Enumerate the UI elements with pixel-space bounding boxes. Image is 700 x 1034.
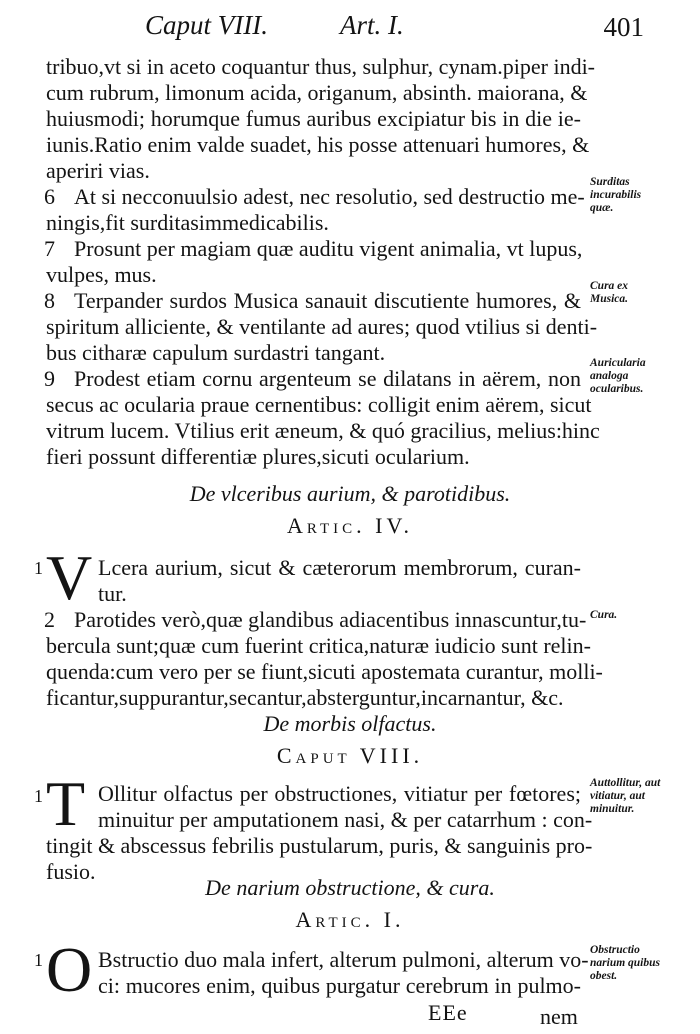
- drop-initial: V: [46, 542, 93, 613]
- text-line: Prodest etiam cornu argenteum se dilatans in aërem, non: [74, 366, 581, 391]
- paragraph-6-line: [44, 184, 585, 210]
- text-line: spiritum alliciente, & ventilante ad aures; quod vtilius si denti-: [46, 314, 598, 339]
- paragraph-number: 8: [44, 288, 55, 313]
- paragraph-2-line: [44, 607, 587, 633]
- signature-mark: EEe: [428, 1000, 468, 1025]
- page-number: 401: [603, 12, 644, 42]
- paragraph-8-line: [46, 288, 581, 314]
- paragraph-number: 7: [44, 236, 55, 261]
- text-line: vitrum lucem. Vtilius erit æneum, & quó gracilius, melius:hinc: [46, 418, 600, 443]
- margin-note: Surditas incurabilis quæ.: [590, 176, 642, 214]
- text-line: Ollitur olfactus per obstructiones, vitiatur per fœtores;: [98, 781, 581, 806]
- section-title: De vlceribus aurium, & parotidibus.: [189, 481, 511, 506]
- text-line: vulpes, mus.: [46, 262, 157, 287]
- text-line: cum rubrum, limonum acida, origanum, absinth. maiorana, &: [46, 80, 588, 105]
- margin-note: Auttollitur, aut vitiatur, aut minuitur.: [590, 777, 661, 815]
- text-line: bercula sunt;quæ cum fuerint critica,naturæ iudicio sunt relin-: [46, 633, 591, 658]
- paragraph-number: 1: [34, 786, 43, 806]
- article-heading: Artic. I.: [295, 907, 405, 932]
- running-article: Art. I.: [340, 10, 404, 40]
- article-heading: Artic. IV.: [286, 513, 414, 538]
- text-line: Bstructio duo mala infert, alterum pulmoni, alterum vo-: [98, 947, 589, 972]
- text-line: Prosunt per magiam quæ auditu vigent animalia, vt lupus,: [74, 236, 583, 261]
- text-line: fieri possunt differentiæ plures,sicuti ocularium.: [46, 444, 470, 469]
- drop-initial: T: [46, 768, 86, 839]
- text-line: tribuo,vt si in aceto coquantur thus, sulphur, cynam.piper indi-: [46, 54, 596, 79]
- margin-note: Cura.: [590, 609, 618, 621]
- text-line: tur.: [98, 581, 127, 606]
- text-line: Terpander surdos Musica sanauit discutiente humores, &: [74, 288, 581, 313]
- paragraph-number: 6: [44, 184, 55, 209]
- paragraph-number: 2: [44, 607, 55, 632]
- text-line: bus citharæ capulum surdastri tangant.: [46, 340, 386, 365]
- text-line: ningis,fit surditasimmedicabilis.: [46, 210, 329, 235]
- text-line: iunis.Ratio enim valde suadet, his posse attenuari humores, &: [46, 132, 590, 157]
- paragraph-number: 1: [34, 558, 43, 578]
- text-line: ficantur,suppurantur,secantur,absterguntur,incarnantur, &c.: [46, 685, 564, 710]
- paragraph-9-line: [46, 366, 581, 392]
- text-line: minuitur per amputationem nasi, & per catarrhum : con-: [98, 807, 593, 832]
- text-line: ci: mucores enim, quibus purgatur cerebrum in pulmo-: [98, 973, 581, 998]
- text-line: fusio.: [46, 859, 96, 884]
- running-title: Caput VIII.: [145, 10, 268, 40]
- margin-note: Auricularia analoga ocularibus.: [590, 357, 646, 395]
- margin-note: Cura ex Musica.: [590, 280, 629, 305]
- paragraph-number: 9: [44, 366, 55, 391]
- text-line: At si necconuulsio adest, nec resolutio, sed destructio me-: [74, 184, 585, 209]
- chapter-heading: Caput VIII.: [276, 743, 424, 768]
- drop-initial: O: [46, 934, 93, 1005]
- section-title: De narium obstructione, & cura.: [205, 875, 495, 900]
- text-line: aperiri vias.: [46, 158, 150, 183]
- section-title: De morbis olfactus.: [263, 711, 437, 736]
- text-line: quenda:cum vero per se fiunt,sicuti apostemata curantur, molli-: [46, 659, 603, 684]
- margin-note: Obstructio narium quibus obest.: [590, 944, 660, 982]
- text-line: Lcera aurium, sicut & cæterorum membrorum, curan-: [98, 555, 581, 580]
- text-line: Parotides verò,quæ glandibus adiacentibus innascuntur,tu-: [74, 607, 587, 632]
- catchword: nem: [540, 1004, 578, 1029]
- paragraph-number: 1: [34, 950, 43, 970]
- text-line: secus ac ocularia praue cernentibus: colligit enim aërem, sicut: [46, 392, 592, 417]
- text-line: tingit & abscessus febrilis pustularum, puris, & sanguinis pro-: [46, 833, 593, 858]
- paragraph-7-line: [46, 236, 581, 262]
- text-line: huiusmodi; horumque fumus auribus excipiatur bis in die ie-: [46, 106, 581, 131]
